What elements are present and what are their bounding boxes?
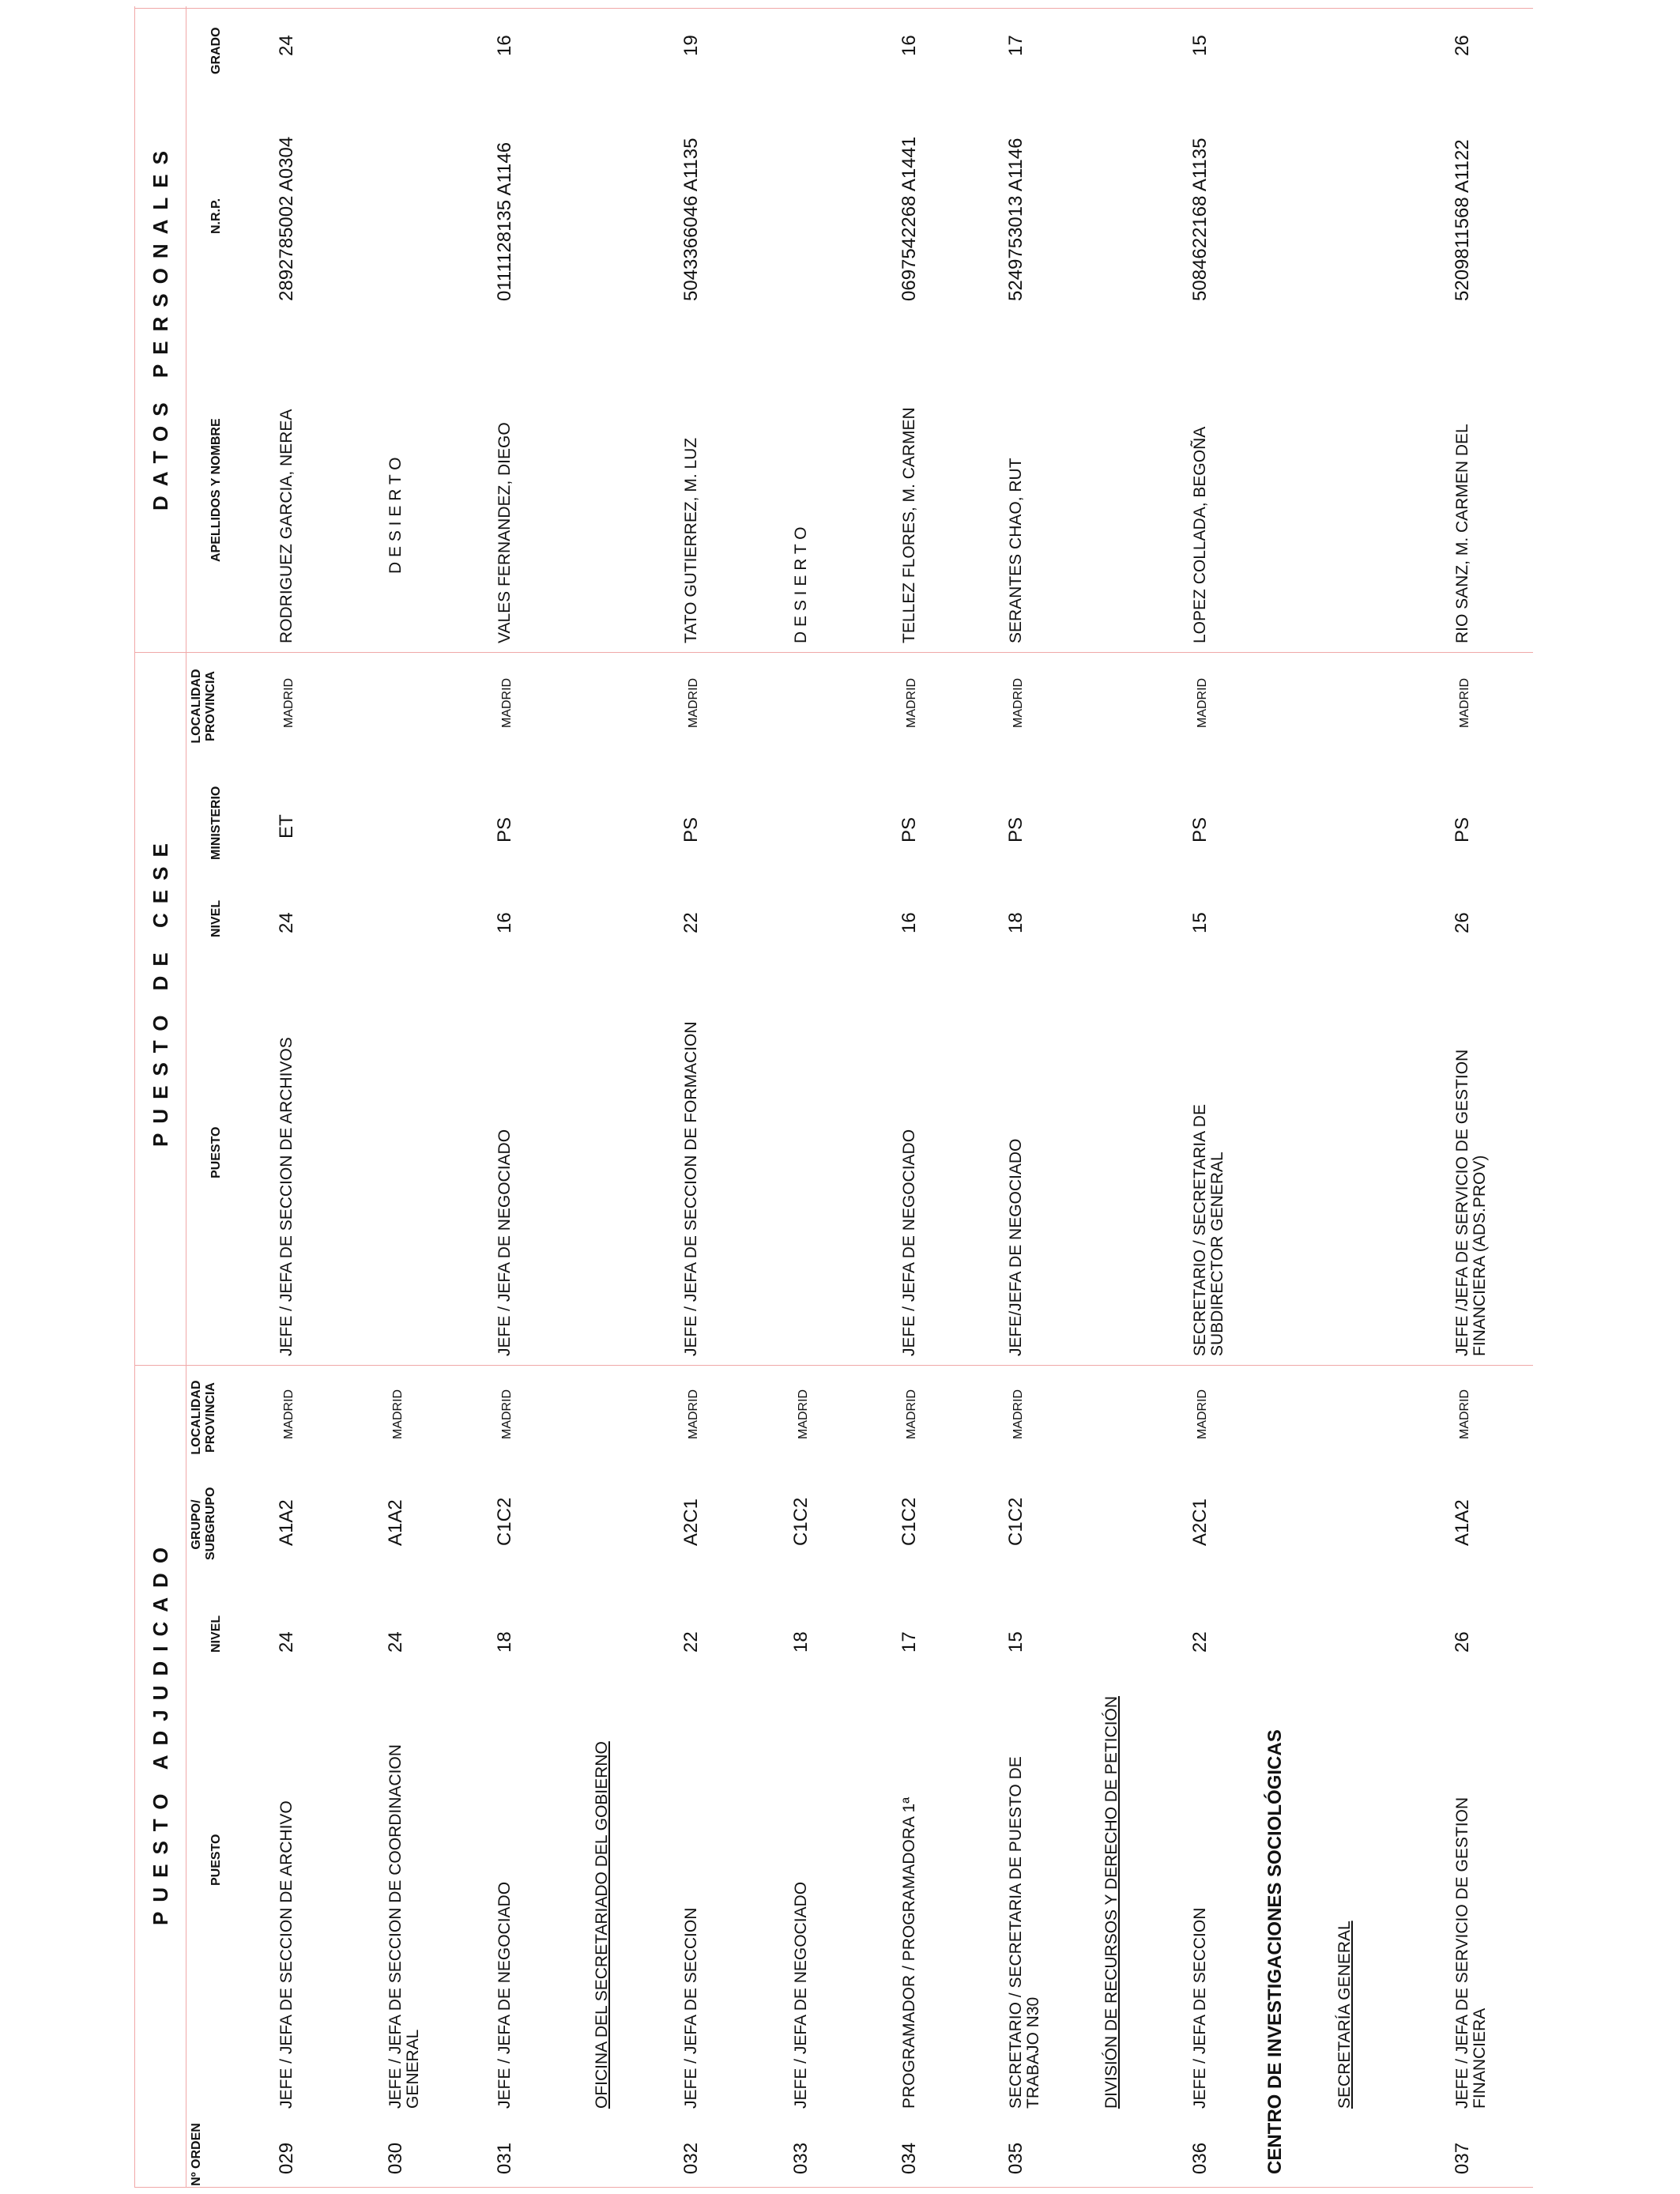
cell-orden: 029 — [276, 2142, 297, 2174]
cell-grado: 16 — [898, 35, 920, 56]
cell-grado: 16 — [494, 35, 515, 56]
cell-apellidos: SERANTES CHAO, RUT — [1007, 458, 1025, 643]
cell-nrp: 5209811568 A1122 — [1452, 139, 1473, 301]
cell-localidad: MADRID — [687, 1389, 700, 1439]
cell-orden: 030 — [385, 2142, 406, 2174]
cell-apellidos: RODRIGUEZ GARCIA, NEREA — [277, 409, 296, 643]
cell-grupo: C1C2 — [898, 1497, 920, 1546]
cell-grado: 26 — [1452, 35, 1473, 56]
cell-apellidos: D E S I E R T O — [386, 457, 405, 574]
cell-apellidos: RIO SANZ, M. CARMEN DEL — [1453, 424, 1471, 643]
section-division: DIVISIÓN DE RECURSOS Y DERECHO DE PETICIÓN — [1102, 1696, 1121, 2109]
header-puesto-de-cese: PUESTO DE CESE — [149, 834, 172, 1147]
cell-nrp: 5249753013 A1146 — [1005, 138, 1026, 301]
cell-nivel: 22 — [680, 1631, 702, 1653]
cell-localidad: MADRID — [1011, 1389, 1025, 1439]
cell-cese-puesto: JEFE/JEFA DE NEGOCIADO — [1007, 1138, 1025, 1356]
cell-cese-localidad: MADRID — [1458, 677, 1471, 728]
cell-apellidos: TELLEZ FLORES, M. CARMEN — [900, 407, 918, 643]
cell-nivel: 18 — [790, 1631, 812, 1653]
cell-cese-puesto: JEFE / JEFA DE SECCION DE ARCHIVOS — [277, 1037, 296, 1356]
cell-apellidos: LOPEZ COLLADA, BEGOÑA — [1191, 426, 1209, 643]
frame-divider-2 — [134, 652, 1533, 653]
col-orden: Nº ORDEN — [190, 2123, 203, 2186]
cell-puesto: JEFE / JEFA DE NEGOCIADO — [792, 1881, 810, 2109]
cell-apellidos: D E S I E R T O — [792, 526, 810, 643]
cell-cese-ministerio: PS — [1005, 816, 1026, 843]
cell-cese-puesto: JEFE /JEFA DE SERVICIO DE GESTION FINANCIERA (ADS.PROV) — [1453, 1049, 1489, 1356]
cell-puesto: JEFE / JEFA DE SECCION DE COORDINACION GENERAL — [386, 1744, 422, 2109]
cell-localidad: MADRID — [391, 1389, 405, 1439]
cell-cese-localidad: MADRID — [687, 677, 700, 728]
cell-cese-nivel: 16 — [494, 912, 515, 933]
cell-cese-ministerio: PS — [1189, 816, 1211, 843]
cell-nivel: 26 — [1452, 1631, 1473, 1653]
cell-orden: 034 — [898, 2142, 920, 2174]
cell-localidad: MADRID — [905, 1389, 918, 1439]
cell-grupo: A1A2 — [385, 1499, 406, 1546]
col-apellidos: APELLIDOS Y NOMBRE — [209, 418, 223, 562]
cell-puesto: PROGRAMADOR / PROGRAMADORA 1ª — [900, 1797, 918, 2109]
cell-cese-nivel: 18 — [1005, 912, 1026, 933]
cell-puesto: JEFE / JEFA DE SERVICIO DE GESTION FINANCIERA — [1453, 1796, 1489, 2109]
cell-nrp: 2892785002 A0304 — [276, 136, 297, 301]
cell-grupo: A1A2 — [276, 1499, 297, 1546]
cell-cese-puesto: JEFE / JEFA DE NEGOCIADO — [495, 1129, 514, 1356]
frame-left-line — [134, 2187, 1533, 2188]
cell-cese-nivel: 22 — [680, 912, 702, 933]
cell-cese-puesto: JEFE / JEFA DE NEGOCIADO — [900, 1129, 918, 1356]
cell-orden: 035 — [1005, 2142, 1026, 2174]
section-cis: CENTRO DE INVESTIGACIONES SOCIOLÓGICAS — [1264, 1729, 1286, 2174]
cell-orden: 033 — [790, 2142, 812, 2174]
cell-nrp: 5084622168 A1135 — [1189, 138, 1211, 301]
col-grupo: GRUPO/ SUBGRUPO — [190, 1487, 217, 1560]
cell-localidad: MADRID — [1196, 1389, 1209, 1439]
cell-cese-ministerio: PS — [494, 816, 515, 843]
cell-localidad: MADRID — [500, 1389, 514, 1439]
cell-grupo: A2C1 — [680, 1498, 702, 1546]
cell-cese-localidad: MADRID — [905, 677, 918, 728]
cell-apellidos: TATO GUTIERREZ, M. LUZ — [682, 437, 700, 643]
cell-nivel: 15 — [1005, 1631, 1026, 1653]
cell-cese-puesto: JEFE / JEFA DE SECCION DE FORMACION — [682, 1021, 700, 1356]
cell-localidad: MADRID — [1458, 1389, 1471, 1439]
col-cese-puesto: PUESTO — [209, 1126, 223, 1178]
cell-orden: 036 — [1189, 2142, 1211, 2174]
col-localidad: LOCALIDAD PROVINCIA — [190, 1380, 217, 1455]
cell-cese-ministerio: PS — [680, 816, 702, 843]
cell-nivel: 18 — [494, 1631, 515, 1653]
col-cese-ministerio: MINISTERIO — [209, 786, 223, 860]
cell-grupo: C1C2 — [494, 1497, 515, 1546]
cell-grado: 15 — [1189, 35, 1211, 56]
cell-grupo: A1A2 — [1452, 1499, 1473, 1546]
cell-grado: 17 — [1005, 35, 1026, 56]
cell-cese-localidad: MADRID — [282, 677, 296, 728]
cell-grupo: A2C1 — [1189, 1498, 1211, 1546]
cell-cese-localidad: MADRID — [1196, 677, 1209, 728]
cell-puesto: JEFE / JEFA DE SECCION — [682, 1907, 700, 2109]
col-nrp: N.R.P. — [209, 198, 223, 234]
cell-nrp: 5043366046 A1135 — [680, 138, 702, 301]
col-nivel: NIVEL — [209, 1615, 223, 1653]
cell-nivel: 17 — [898, 1631, 920, 1653]
cell-grupo: C1C2 — [790, 1497, 812, 1546]
cell-nrp: 0697542268 A1441 — [898, 136, 920, 301]
cell-cese-ministerio: ET — [276, 814, 297, 839]
frame-top-line — [134, 6, 135, 2188]
cell-cese-puesto: SECRETARIO / SECRETARIA DE SUBDIRECTOR GENERAL — [1191, 1104, 1226, 1356]
cell-cese-nivel: 24 — [276, 912, 297, 933]
frame-right-line — [134, 8, 1533, 9]
cell-cese-ministerio: PS — [1452, 816, 1473, 843]
cell-puesto: JEFE / JEFA DE SECCION DE ARCHIVO — [277, 1800, 296, 2109]
frame-divider-1 — [134, 1365, 1533, 1366]
section-secretaria: SECRETARÍA GENERAL — [1335, 1921, 1354, 2109]
cell-cese-nivel: 16 — [898, 912, 920, 933]
cell-grado: 19 — [680, 35, 702, 56]
cell-orden: 031 — [494, 2142, 515, 2174]
cell-nivel: 22 — [1189, 1631, 1211, 1653]
cell-cese-nivel: 15 — [1189, 912, 1211, 933]
cell-nivel: 24 — [276, 1631, 297, 1653]
cell-puesto: JEFE / JEFA DE SECCION — [1191, 1907, 1209, 2109]
section-oficina: OFICINA DEL SECRETARIADO DEL GOBIERNO — [593, 1741, 611, 2109]
cell-puesto: SECRETARIO / SECRETARIA DE PUESTO DE TRABAJO N30 — [1007, 1756, 1042, 2109]
col-grado: GRADO — [209, 27, 223, 74]
cell-puesto: JEFE / JEFA DE NEGOCIADO — [495, 1881, 514, 2109]
cell-apellidos: VALES FERNANDEZ, DIEGO — [495, 422, 514, 643]
cell-cese-localidad: MADRID — [500, 677, 514, 728]
col-cese-nivel: NIVEL — [209, 899, 223, 937]
cell-nrp: 0111128135 A1146 — [494, 141, 515, 301]
cell-grupo: C1C2 — [1005, 1497, 1026, 1546]
cell-cese-nivel: 26 — [1452, 912, 1473, 933]
header-datos-personales: DATOS PERSONALES — [149, 141, 172, 511]
col-puesto: PUESTO — [209, 1834, 223, 1886]
cell-localidad: MADRID — [282, 1389, 296, 1439]
cell-orden: 032 — [680, 2142, 702, 2174]
cell-nivel: 24 — [385, 1631, 406, 1653]
cell-cese-ministerio: PS — [898, 816, 920, 843]
col-cese-localidad: LOCALIDAD PROVINCIA — [190, 669, 217, 744]
cell-orden: 037 — [1452, 2142, 1473, 2174]
header-puesto-adjudicado: PUESTO ADJUDICADO — [149, 1537, 172, 1925]
cell-localidad: MADRID — [797, 1389, 810, 1439]
cell-cese-localidad: MADRID — [1011, 677, 1025, 728]
cell-grado: 24 — [276, 35, 297, 56]
